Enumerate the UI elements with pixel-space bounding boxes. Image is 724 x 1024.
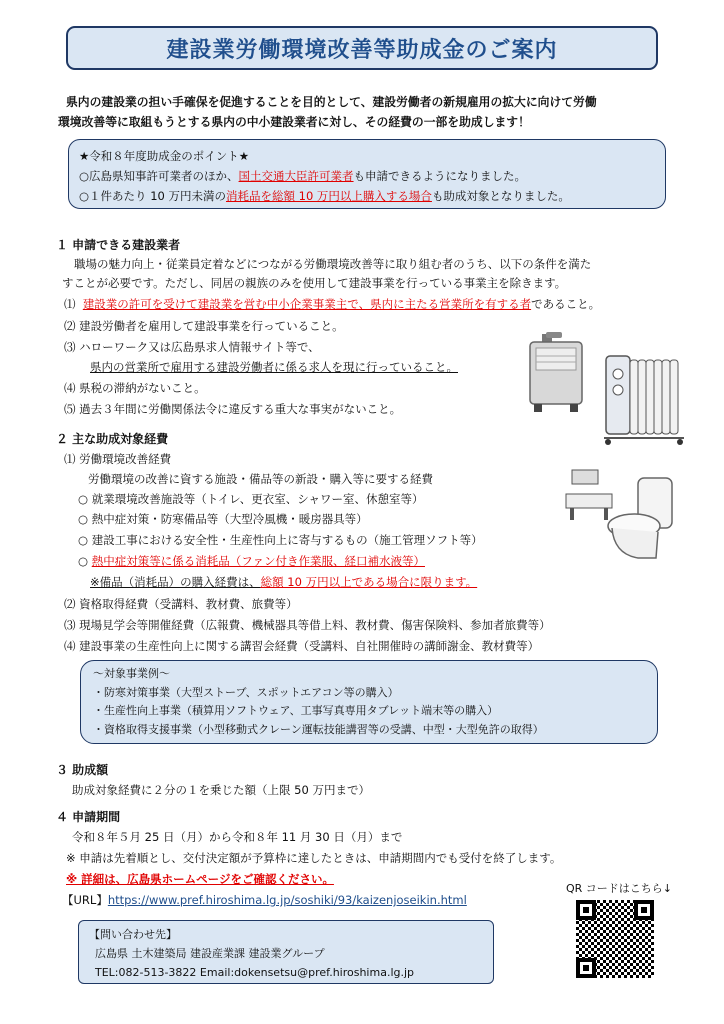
example-3: ・資格取得支援事業（小型移動式クレーン運転技能講習等の受講、中型・大型免許の取得） (93, 722, 544, 736)
condition-2: ⑵ 建設労働者を雇用して建設事業を行っていること。 (64, 319, 344, 333)
points-heading: ★令和８年度助成金のポイント★ (79, 149, 250, 163)
qr-finder-top-left (576, 900, 596, 920)
condition-1 (64, 295, 600, 314)
qr-label: QR コードはこちら↓ (566, 882, 673, 895)
condition-1-number: ⑴ (64, 297, 76, 311)
contact-box (78, 920, 494, 984)
expense-item-3: ○ 建設工事における安全性・生産性向上に寄与するもの（施工管理ソフト等） (78, 533, 483, 547)
intro-line-2: 環境改善等に取組もうとする県内の中小建設業者に対し、その経費の一部を助成します！ (58, 115, 530, 129)
detail-note: ※ 詳細は、広島県ホームページをご確認ください。 (66, 872, 334, 886)
expense-4: ⑷ 建設事業の生産性向上に関する講習会経費（受講料、自社開催時の講師謝金、教材費等） (64, 639, 540, 653)
point-1-highlight: 国土交通大臣許可業者 (238, 169, 354, 183)
section-1-title: １ 申請できる建設業者 (56, 238, 181, 252)
condition-1-suffix: であること。 (531, 297, 601, 311)
point-2-highlight: 消耗品を総額 10 万円以上購入する場合 (225, 189, 432, 203)
example-1: ・防寒対策事業（大型ストーブ、スポットエアコン等の購入） (93, 685, 399, 699)
point-1-text-b: も申請できるようになりました。 (353, 169, 527, 183)
example-2: ・生産性向上事業（積算用ソフトウェア、工事写真専用タブレット端末等の購入） (93, 704, 499, 717)
expense-1-title: ⑴ 労働環境改善経費 (64, 452, 172, 466)
expense-item-1: ○ 就業環境改善施設等（トイレ、更衣室、シャワー室、休憩室等） (78, 492, 424, 506)
contact-tel-email: TEL:082-513-3822 Email:dokensetsu@pref.hiroshima.lg.jp (95, 966, 415, 979)
expense-item-4 (78, 552, 425, 571)
examples-box (80, 660, 658, 744)
spot-air-conditioner-icon (524, 332, 588, 414)
examples-heading: ～対象事業例～ (93, 667, 170, 680)
contact-org: 広島県 土木建築局 建設産業課 建設業グループ (95, 947, 325, 960)
section-1-desc-1: 職場の魅力向上・従業員定着などにつながる労働環境改善等に取り組む者のうち、以下の条件を満た (74, 257, 592, 271)
qr-finder-bottom-left (576, 958, 596, 978)
grant-amount: 助成対象経費に２分の１を乗じた額（上限 50 万円まで） (72, 783, 370, 797)
qr-code-icon[interactable] (576, 900, 654, 978)
point-1 (79, 166, 655, 186)
expense-item-4-highlight: 熱中症対策等に係る消耗品（ファン付き作業服、経口補水液等） (91, 554, 425, 568)
section-4-title: ４ 申請期間 (56, 810, 121, 824)
condition-4: ⑷ 県税の滞納がないこと。 (64, 381, 206, 395)
url-line (62, 891, 467, 910)
expense-note (90, 573, 477, 592)
condition-3a: ⑶ ハローワーク又は広島県求人情報サイト等で、 (64, 340, 320, 354)
section-2-title: ２ 主な助成対象経費 (56, 432, 169, 446)
condition-3b: 県内の営業所で雇用する建設労働者に係る求人を現に行っていること。 (90, 360, 458, 374)
application-period: 令和８年５月 25 日（月）から令和８年 11 月 30 日（月）まで (72, 830, 403, 844)
expense-item-2: ○ 熱中症対策・防寒備品等（大型冷風機・暖房器具等） (78, 512, 368, 526)
application-note: ※ 申請は先着順とし、交付決定額が予算枠に達したときは、申請期間内でも受付を終了します。 (66, 851, 562, 865)
point-2-text-b: も助成対象となりました。 (431, 189, 570, 203)
expense-3: ⑶ 現場見学会等開催経費（広報費、機械器具等借上料、教材費、傷害保険料、参加者旅費等） (64, 618, 551, 632)
point-2 (79, 186, 655, 206)
condition-1-highlight: 建設業の許可を受けて建設業を営む中小企業事業主で、県内に主たる営業所を有する者 (82, 297, 532, 311)
toilet-icon (604, 476, 676, 564)
points-box (68, 139, 666, 209)
expense-note-text: ※備品（消耗品）の購入経費は、 (90, 575, 261, 589)
contact-heading: 【問い合わせ先】 (89, 928, 177, 941)
expense-item-4-bullet: ○ (78, 554, 92, 568)
point-1-text-a: ○広島県知事許可業者のほか、 (79, 169, 239, 183)
point-2-text-a: ○１件あたり 10 万円未満の (79, 189, 226, 203)
intro-text (58, 92, 678, 132)
url-link[interactable]: https://www.pref.hiroshima.lg.jp/soshiki/93/kaizenjoseikin.html (107, 893, 467, 907)
title-banner (66, 26, 658, 70)
section-1-desc-2: すことが必要です。ただし、同居の親族のみを使用して建設事業を行っている事業主を除きます。 (62, 276, 567, 290)
section-3-title: ３ 助成額 (56, 763, 109, 777)
condition-5: ⑸ 過去３年間に労働関係法令に違反する重大な事実がないこと。 (64, 402, 402, 416)
intro-line-1: 県内の建設業の担い手確保を促進することを目的として、建設労働者の新規雇用の拡大に向けて労働 (66, 95, 597, 109)
url-label: 【URL】 (62, 893, 108, 907)
expense-note-highlight: 総額 10 万円以上である場合に限ります。 (260, 575, 478, 589)
expense-1-desc: 労働環境の改善に資する施設・備品等の新設・購入等に要する経費 (88, 472, 433, 486)
qr-finder-top-right (634, 900, 654, 920)
oil-heater-icon (600, 352, 690, 448)
page-title: 建設業労働環境改善等助成金のご案内 (166, 37, 558, 63)
expense-2: ⑵ 資格取得経費（受講料、教材費、旅費等） (64, 597, 298, 611)
